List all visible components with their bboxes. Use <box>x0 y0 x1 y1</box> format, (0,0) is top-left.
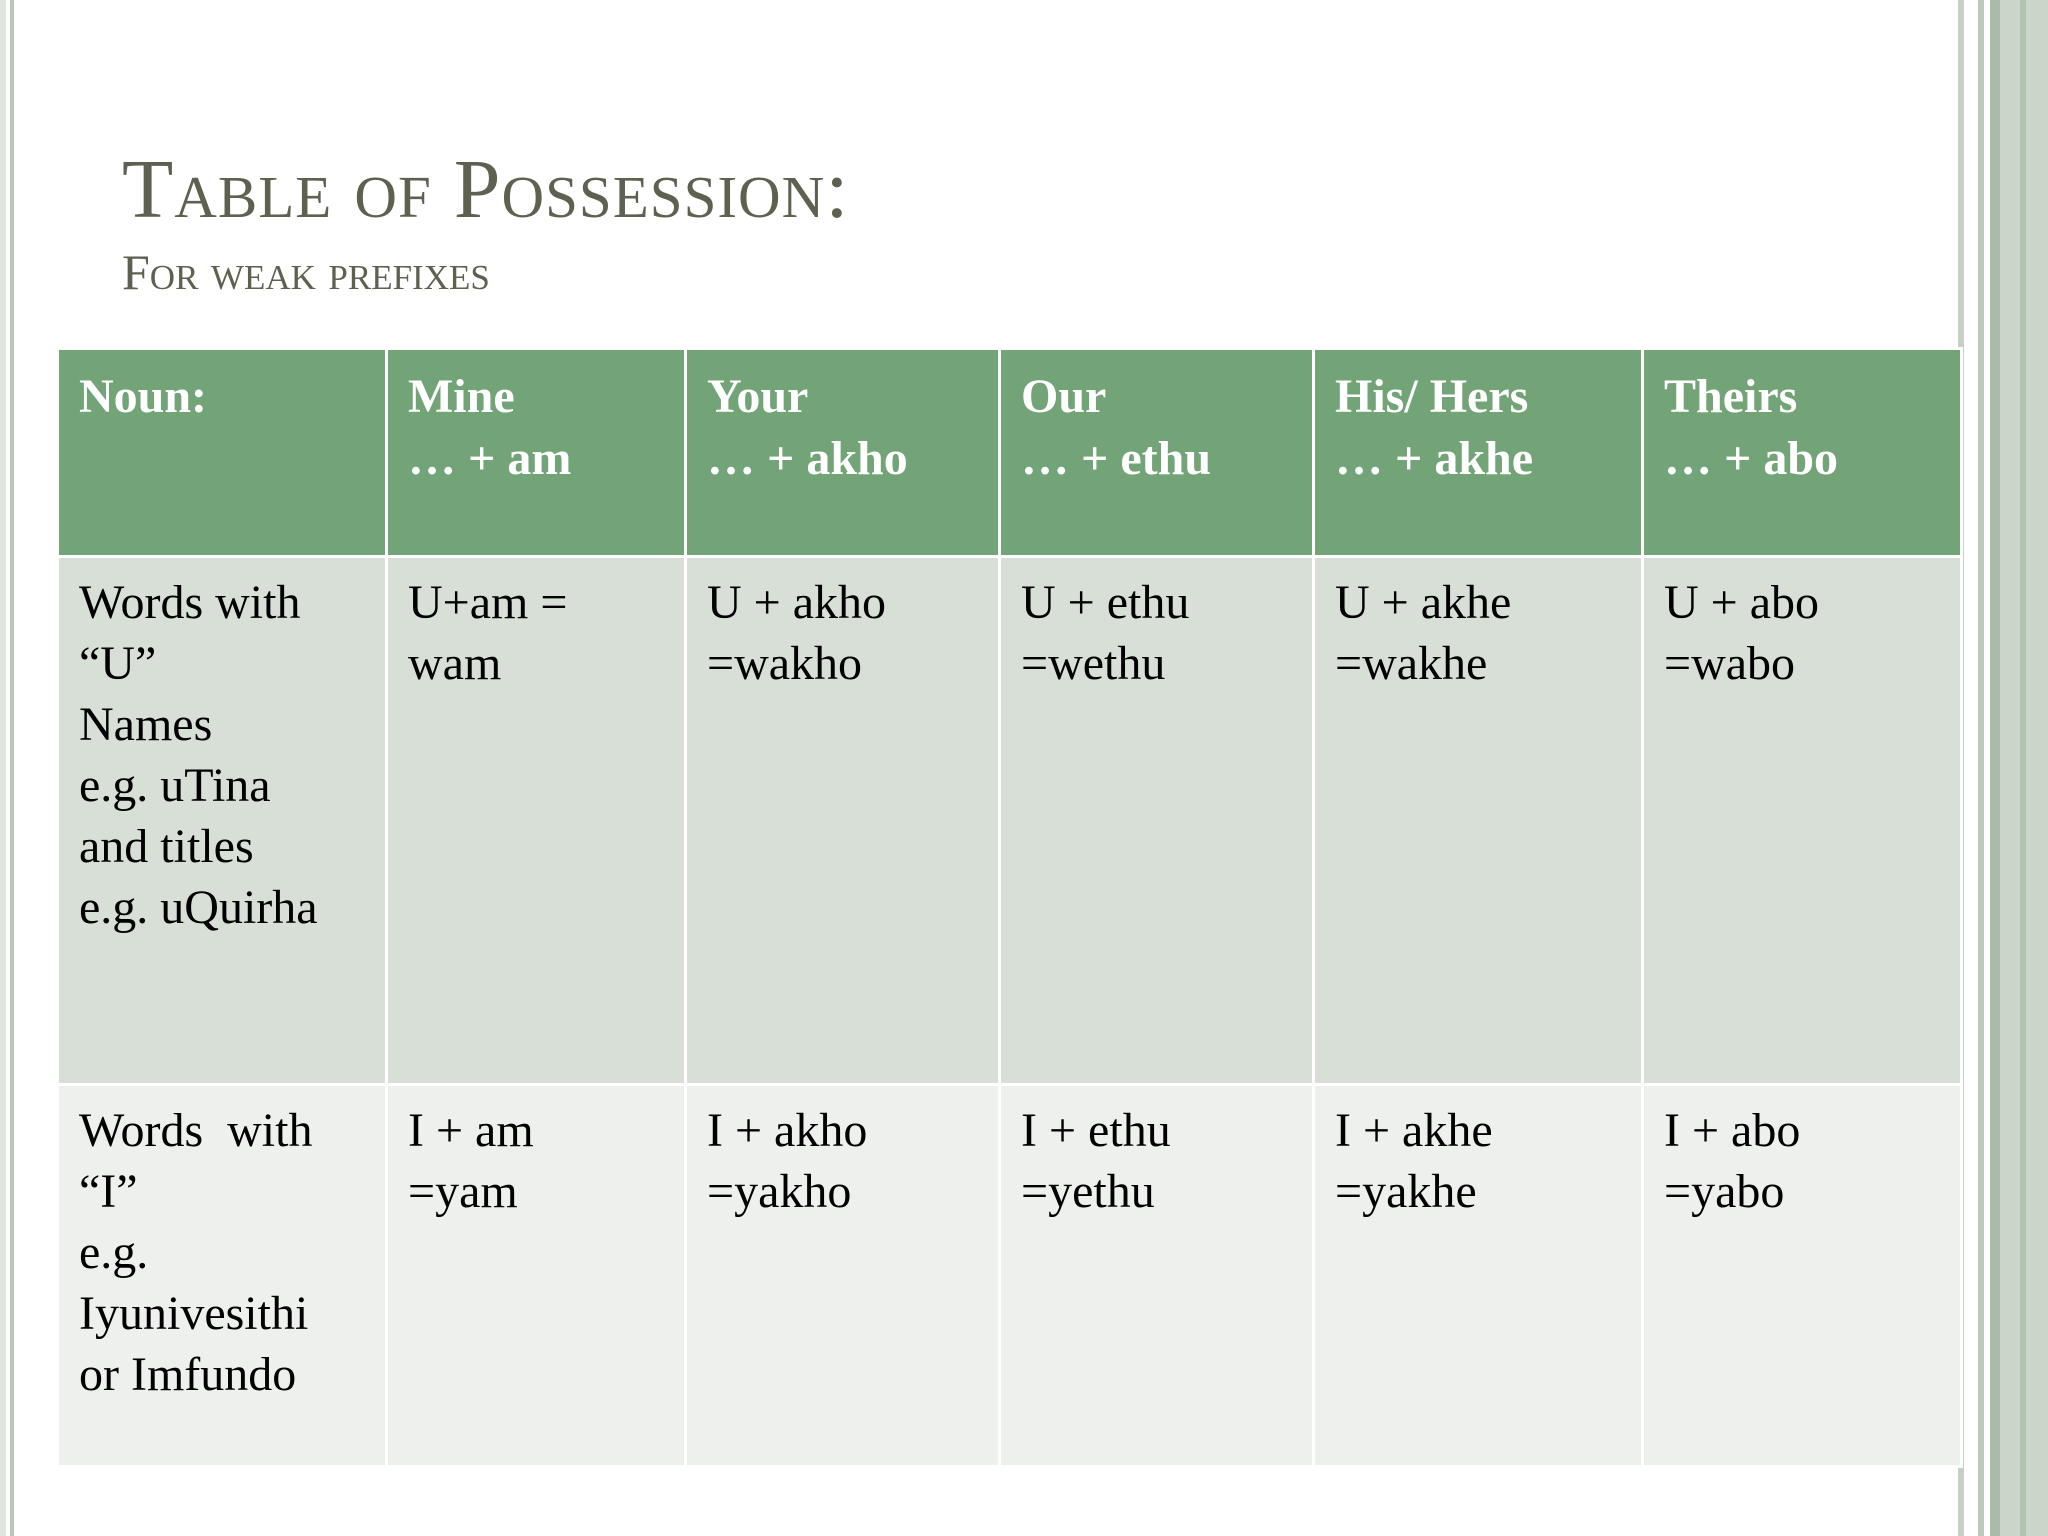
header-cell-line: His/ Hers <box>1335 370 1529 423</box>
header-cell-our <box>1000 349 1314 557</box>
header-cell-your <box>686 349 1000 557</box>
table-cell <box>1314 1085 1643 1467</box>
table-cell-line: Names <box>79 698 213 751</box>
table-cell <box>686 1085 1000 1467</box>
table-row-i-words <box>58 1085 1962 1467</box>
header-cell-line: Our <box>1021 370 1107 423</box>
frame-right-band <box>2020 0 2026 1536</box>
table-cell-line: Words with <box>79 1104 313 1157</box>
table-cell-line: =yabo <box>1664 1165 1785 1218</box>
header-cell-line: … + abo <box>1664 432 1839 485</box>
table-cell-line: “I” <box>79 1165 138 1218</box>
table-cell <box>387 1085 686 1467</box>
table-cell-line: =yam <box>408 1165 518 1218</box>
table-cell-line: I + akho <box>707 1104 868 1157</box>
table-cell-line: U+am = <box>408 576 568 629</box>
header-cell-line: Noun: <box>79 370 208 423</box>
frame-left-line <box>10 0 14 1536</box>
table-cell-line: =yethu <box>1021 1165 1155 1218</box>
slide-title: Table of Possession: <box>122 143 850 236</box>
header-cell-line: … + akhe <box>1335 432 1534 485</box>
slide-title-block <box>122 140 850 302</box>
table-cell-line: Words with <box>79 576 301 629</box>
table-cell <box>1314 557 1643 1085</box>
frame-left-border <box>0 0 6 1536</box>
frame-right-band <box>1990 0 2000 1536</box>
header-cell-noun <box>58 349 387 557</box>
table-cell-line: =wethu <box>1021 637 1166 690</box>
table-cell-line: U + ethu <box>1021 576 1190 629</box>
header-cell-line: Theirs <box>1664 370 1798 423</box>
table-cell-line: I + ethu <box>1021 1104 1171 1157</box>
table-cell-line: U + akho <box>707 576 887 629</box>
table-cell-line: e.g. uTina <box>79 759 271 812</box>
table-cell <box>1000 1085 1314 1467</box>
table-cell-line: e.g. uQuirha <box>79 881 318 934</box>
table-cell-line: and titles <box>79 820 254 873</box>
header-cell-line: … + akho <box>707 432 908 485</box>
table-cell-line: =wakhe <box>1335 637 1488 690</box>
table-cell-line: I + akhe <box>1335 1104 1493 1157</box>
table-cell <box>1643 1085 1962 1467</box>
table-cell-line: “U” <box>79 637 157 690</box>
table-cell-line: U + akhe <box>1335 576 1512 629</box>
frame-right-band <box>1978 0 1984 1536</box>
table-cell-line: =wabo <box>1664 637 1796 690</box>
table-header-row <box>58 349 1962 557</box>
table-cell <box>1000 557 1314 1085</box>
table-cell-line: or Imfundo <box>79 1348 297 1401</box>
table-cell-line: e.g. <box>79 1226 149 1279</box>
table-cell-line: Iyunivesithi <box>79 1287 309 1340</box>
table-cell-line: I + abo <box>1664 1104 1801 1157</box>
table-cell-line: =yakho <box>707 1165 852 1218</box>
table-cell <box>387 557 686 1085</box>
header-cell-line: Mine <box>408 370 515 423</box>
header-cell-mine <box>387 349 686 557</box>
table-cell <box>686 557 1000 1085</box>
table-cell-line: =yakhe <box>1335 1165 1477 1218</box>
header-cell-line: Your <box>707 370 809 423</box>
table-cell-line: =wakho <box>707 637 863 690</box>
table-cell-line: wam <box>408 637 502 690</box>
header-cell-theirs <box>1643 349 1962 557</box>
header-cell-his-hers <box>1314 349 1643 557</box>
header-cell-line: … + am <box>408 432 572 485</box>
table-cell-line: I + am <box>408 1104 534 1157</box>
table-cell-line: U + abo <box>1664 576 1820 629</box>
slide-subtitle: For weak prefixes <box>122 244 490 300</box>
table-cell-noun <box>58 1085 387 1467</box>
header-cell-line: … + ethu <box>1021 432 1212 485</box>
possession-table <box>56 347 1963 1468</box>
table-row-u-words <box>58 557 1962 1085</box>
table-cell <box>1643 557 1962 1085</box>
table-cell-noun <box>58 557 387 1085</box>
